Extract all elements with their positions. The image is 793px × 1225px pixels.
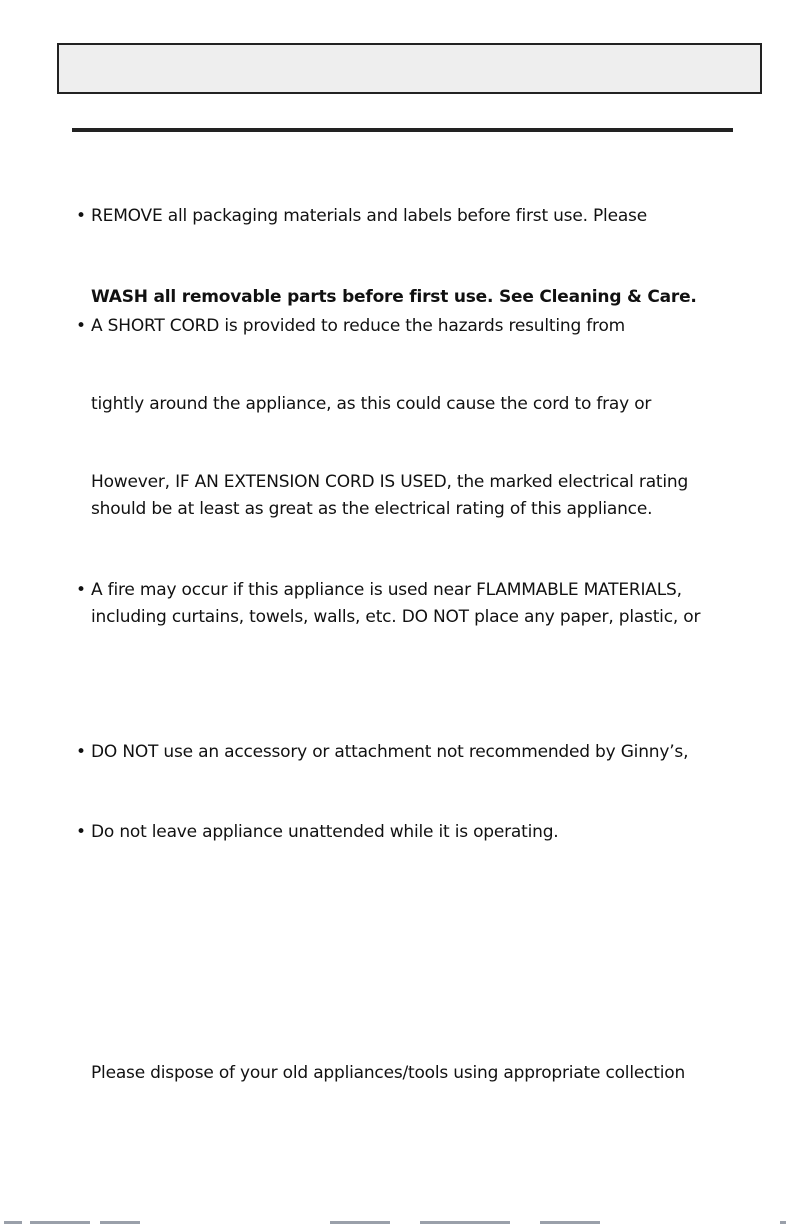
instruction-accessory-text: DO NOT use an accessory or attachment not recommended by Ginny’s, bbox=[91, 742, 689, 762]
bullet: • bbox=[76, 316, 86, 336]
instruction-wash: WASH all removable parts before first use. See Cleaning & Care. bbox=[91, 287, 697, 307]
instruction-rating: should be at least as great as the electrical rating of this appliance. bbox=[91, 499, 653, 519]
bullet: • bbox=[76, 580, 86, 600]
instruction-tightly: tightly around the appliance, as this could cause the cord to fray or bbox=[91, 394, 652, 414]
instruction-fire bbox=[76, 578, 682, 602]
instruction-short-cord-text: A SHORT CORD is provided to reduce the hazards resulting from bbox=[91, 316, 626, 336]
instruction-accessory bbox=[76, 740, 688, 764]
bullet: • bbox=[76, 742, 86, 762]
instruction-remove bbox=[76, 204, 647, 228]
instruction-flammable: including curtains, towels, walls, etc. DO NOT place any paper, plastic, or bbox=[91, 607, 701, 627]
bullet: • bbox=[76, 206, 86, 226]
section-rule bbox=[72, 128, 733, 132]
header-box bbox=[57, 43, 762, 94]
instruction-remove-text: REMOVE all packaging materials and labels before first use. Please bbox=[91, 206, 647, 226]
instruction-fire-text: A fire may occur if this appliance is used near FLAMMABLE MATERIALS, bbox=[91, 580, 682, 600]
instruction-unattended-text: Do not leave appliance unattended while it is operating. bbox=[91, 822, 559, 842]
instruction-extension-cord: However, IF AN EXTENSION CORD IS USED, the marked electrical rating bbox=[91, 472, 689, 492]
bottom-artifact-strip bbox=[0, 1219, 793, 1225]
instruction-dispose: Please dispose of your old appliances/tools using appropriate collection bbox=[91, 1063, 686, 1083]
instruction-short-cord bbox=[76, 314, 625, 338]
bullet: • bbox=[76, 822, 86, 842]
instruction-unattended bbox=[76, 820, 559, 844]
